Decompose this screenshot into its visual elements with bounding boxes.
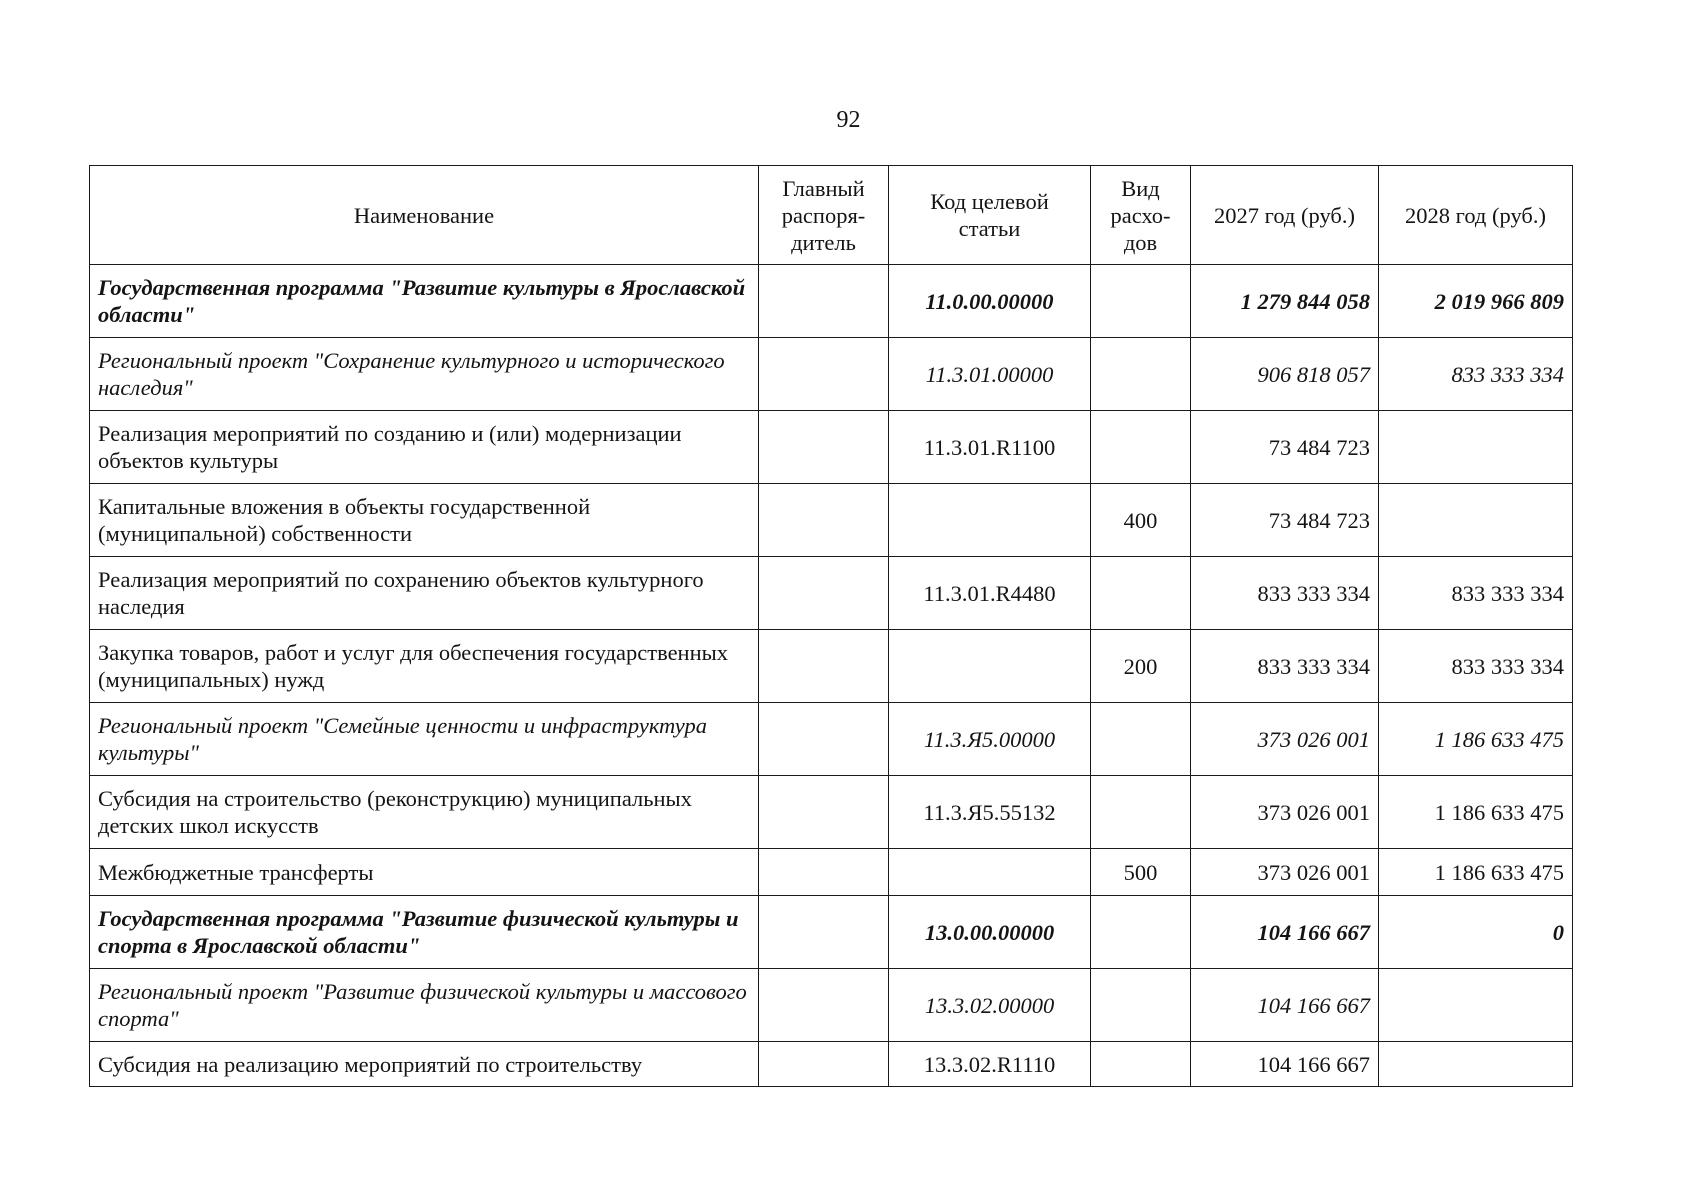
table-row [90,1042,1573,1087]
page-number: 92 [836,107,861,133]
row-manager [759,1042,889,1087]
row-2028: 1 186 633 475 [1379,849,1573,896]
row-code [889,630,1091,703]
row-code: 13.0.00.00000 [889,896,1091,969]
table-header-row [90,166,1573,265]
header-2028: 2028 год (руб.) [1379,166,1573,265]
row-name: Региональный проект "Развитие физической культуры и массового спорта" [90,969,759,1042]
row-kind [1091,703,1191,776]
row-name: Государственная программа "Развитие физической культуры и спорта в Ярославской области" [90,896,759,969]
row-name: Государственная программа "Развитие культуры в Ярославской области" [90,265,759,338]
row-manager [759,411,889,484]
table-row [90,849,1573,896]
row-kind: 200 [1091,630,1191,703]
row-code: 13.3.02.00000 [889,969,1091,1042]
row-name: Капитальные вложения в объекты государственной (муниципальной) собственности [90,484,759,557]
row-manager [759,969,889,1042]
row-name: Реализация мероприятий по сохранению объектов культурного наследия [90,557,759,630]
row-name: Региональный проект "Сохранение культурного и исторического наследия" [90,338,759,411]
row-kind [1091,338,1191,411]
row-2027: 104 166 667 [1191,969,1379,1042]
row-name: Закупка товаров, работ и услуг для обеспечения государственных (муниципальных) нужд [90,630,759,703]
table-row [90,630,1573,703]
row-2028: 1 186 633 475 [1379,776,1573,849]
row-2027: 833 333 334 [1191,630,1379,703]
row-name: Реализация мероприятий по созданию и (или) модернизации объектов культуры [90,411,759,484]
row-2027: 104 166 667 [1191,896,1379,969]
row-kind [1091,557,1191,630]
row-name: Субсидия на строительство (реконструкцию) муниципальных детских школ искусств [90,776,759,849]
table-row [90,703,1573,776]
row-2027: 73 484 723 [1191,411,1379,484]
table-row [90,557,1573,630]
table-row [90,338,1573,411]
header-code: Код целевой статьи [889,166,1091,265]
row-code: 11.3.Я5.55132 [889,776,1091,849]
row-kind [1091,411,1191,484]
row-name: Региональный проект "Семейные ценности и инфраструктура культуры" [90,703,759,776]
row-code [889,849,1091,896]
row-2028 [1379,411,1573,484]
row-2027: 1 279 844 058 [1191,265,1379,338]
row-code: 11.3.01.R4480 [889,557,1091,630]
row-2028: 833 333 334 [1379,557,1573,630]
row-2028: 833 333 334 [1379,338,1573,411]
row-manager [759,776,889,849]
row-code: 13.3.02.R1110 [889,1042,1091,1087]
row-name: Субсидия на реализацию мероприятий по строительству [90,1042,759,1087]
row-2028: 1 186 633 475 [1379,703,1573,776]
header-name: Наименование [90,166,759,265]
row-2027: 373 026 001 [1191,849,1379,896]
row-2028 [1379,969,1573,1042]
table-row [90,484,1573,557]
header-manager: Главный распоря-дитель [759,166,889,265]
row-2027: 373 026 001 [1191,703,1379,776]
row-code: 11.0.00.00000 [889,265,1091,338]
row-kind [1091,969,1191,1042]
table-row [90,969,1573,1042]
row-2028: 833 333 334 [1379,630,1573,703]
row-manager [759,703,889,776]
table-row [90,896,1573,969]
row-2027: 73 484 723 [1191,484,1379,557]
row-manager [759,265,889,338]
row-kind [1091,776,1191,849]
row-code: 11.3.Я5.00000 [889,703,1091,776]
row-2027: 906 818 057 [1191,338,1379,411]
row-kind [1091,265,1191,338]
table-row [90,411,1573,484]
row-kind [1091,896,1191,969]
row-manager [759,849,889,896]
row-manager [759,896,889,969]
row-manager [759,630,889,703]
row-manager [759,338,889,411]
row-2027: 373 026 001 [1191,776,1379,849]
row-manager [759,557,889,630]
row-2028 [1379,484,1573,557]
row-2028: 2 019 966 809 [1379,265,1573,338]
row-2027: 104 166 667 [1191,1042,1379,1087]
row-kind [1091,1042,1191,1087]
header-2027: 2027 год (руб.) [1191,166,1379,265]
row-name: Межбюджетные трансферты [90,849,759,896]
table-row [90,265,1573,338]
table-row [90,776,1573,849]
row-kind: 500 [1091,849,1191,896]
row-manager [759,484,889,557]
row-2027: 833 333 334 [1191,557,1379,630]
row-2028: 0 [1379,896,1573,969]
row-2028 [1379,1042,1573,1087]
row-kind: 400 [1091,484,1191,557]
row-code: 11.3.01.00000 [889,338,1091,411]
budget-table [89,165,1573,1087]
row-code [889,484,1091,557]
row-code: 11.3.01.R1100 [889,411,1091,484]
header-kind: Вид расхо-дов [1091,166,1191,265]
